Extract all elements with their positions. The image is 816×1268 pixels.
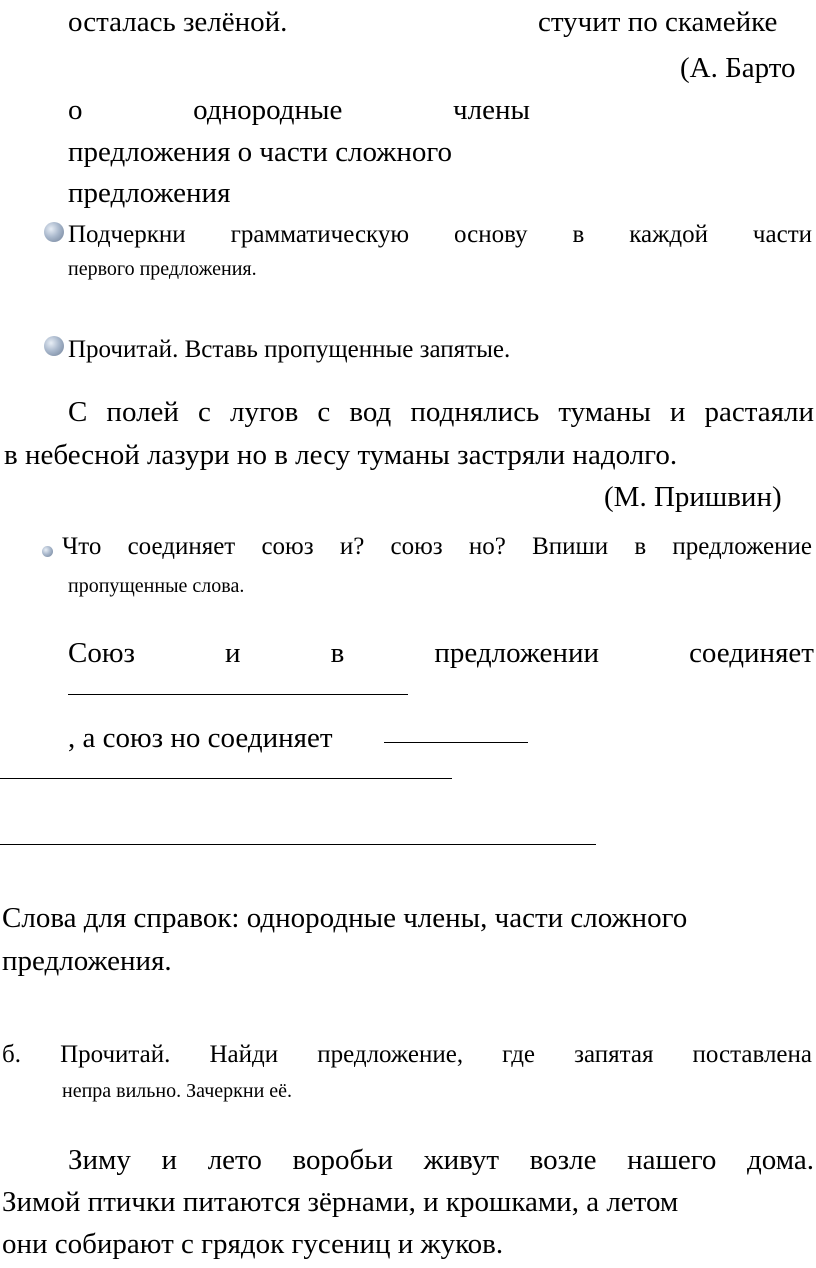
task-bullet-icon (44, 336, 64, 356)
task3-line-1: Что соединяет союз и? союз но? Впиши в предложение (62, 533, 812, 560)
fill-word-predlozhenii: предложении (434, 637, 599, 669)
option-word-odnorodnye: однородные (193, 94, 343, 126)
task1-line-2: первого предложения. (68, 258, 257, 280)
answer-blank-4[interactable] (0, 844, 596, 845)
passage2-line-1: Зиму и лето воробьи живут возле нашего дома. (68, 1144, 814, 1176)
poem-fragment-right: стучит по скамейке (538, 6, 778, 38)
answer-blank-3[interactable] (0, 778, 452, 779)
passage1-line-2: в небесной лазури но в лесу туманы застряли надолго. (4, 439, 678, 471)
task6-line-1: б. Прочитай. Найди предложение, где запятая поставлена (2, 1041, 812, 1068)
task2-text: Прочитай. Вставь пропущенные запятые. (68, 336, 511, 363)
task3-line-2: пропущенные слова. (68, 575, 245, 597)
answer-blank-2[interactable] (384, 742, 528, 743)
passage1-author: (М. Пришвин) (604, 481, 782, 513)
fill-word-v: в (330, 637, 345, 669)
fill-in-line-1 (68, 635, 814, 671)
passage1-line-1: С полей с лугов с вод поднялись туманы и растаяли (68, 396, 814, 428)
fill-word-i: и (225, 637, 241, 669)
task-bullet-icon (42, 546, 53, 557)
task1-line-1: Подчеркни грамматическую основу в каждой части (68, 221, 812, 248)
poem-fragment-left: осталась зелёной. (68, 6, 288, 38)
reference-line-2: предложения. (2, 945, 172, 977)
reference-line-1: Слова для справок: однородные члены, части сложного (2, 902, 688, 934)
poem-author: (А. Барто (680, 52, 796, 84)
task6-line-2: непра вильно. Зачеркни её. (62, 1080, 293, 1102)
answer-blank-1[interactable] (68, 694, 408, 695)
task-bullet-icon (44, 222, 64, 242)
option-word-o: о (68, 94, 83, 126)
passage2-line-2: Зимой птички питаются зёрнами, и крошками, а летом (2, 1186, 679, 1218)
options-line-3: предложения (68, 177, 231, 209)
fill-word-soyuz: Союз (68, 637, 135, 669)
fill-in-line-2: , а союз но соединяет (68, 722, 333, 754)
fill-word-soedinyaet: соединяет (689, 637, 814, 669)
options-line-1 (68, 92, 530, 128)
options-line-2: предложения о части сложного (68, 136, 453, 168)
passage2-line-3: они собирают с грядок гусениц и жуков. (2, 1228, 504, 1260)
option-word-chleny: члены (453, 94, 530, 126)
